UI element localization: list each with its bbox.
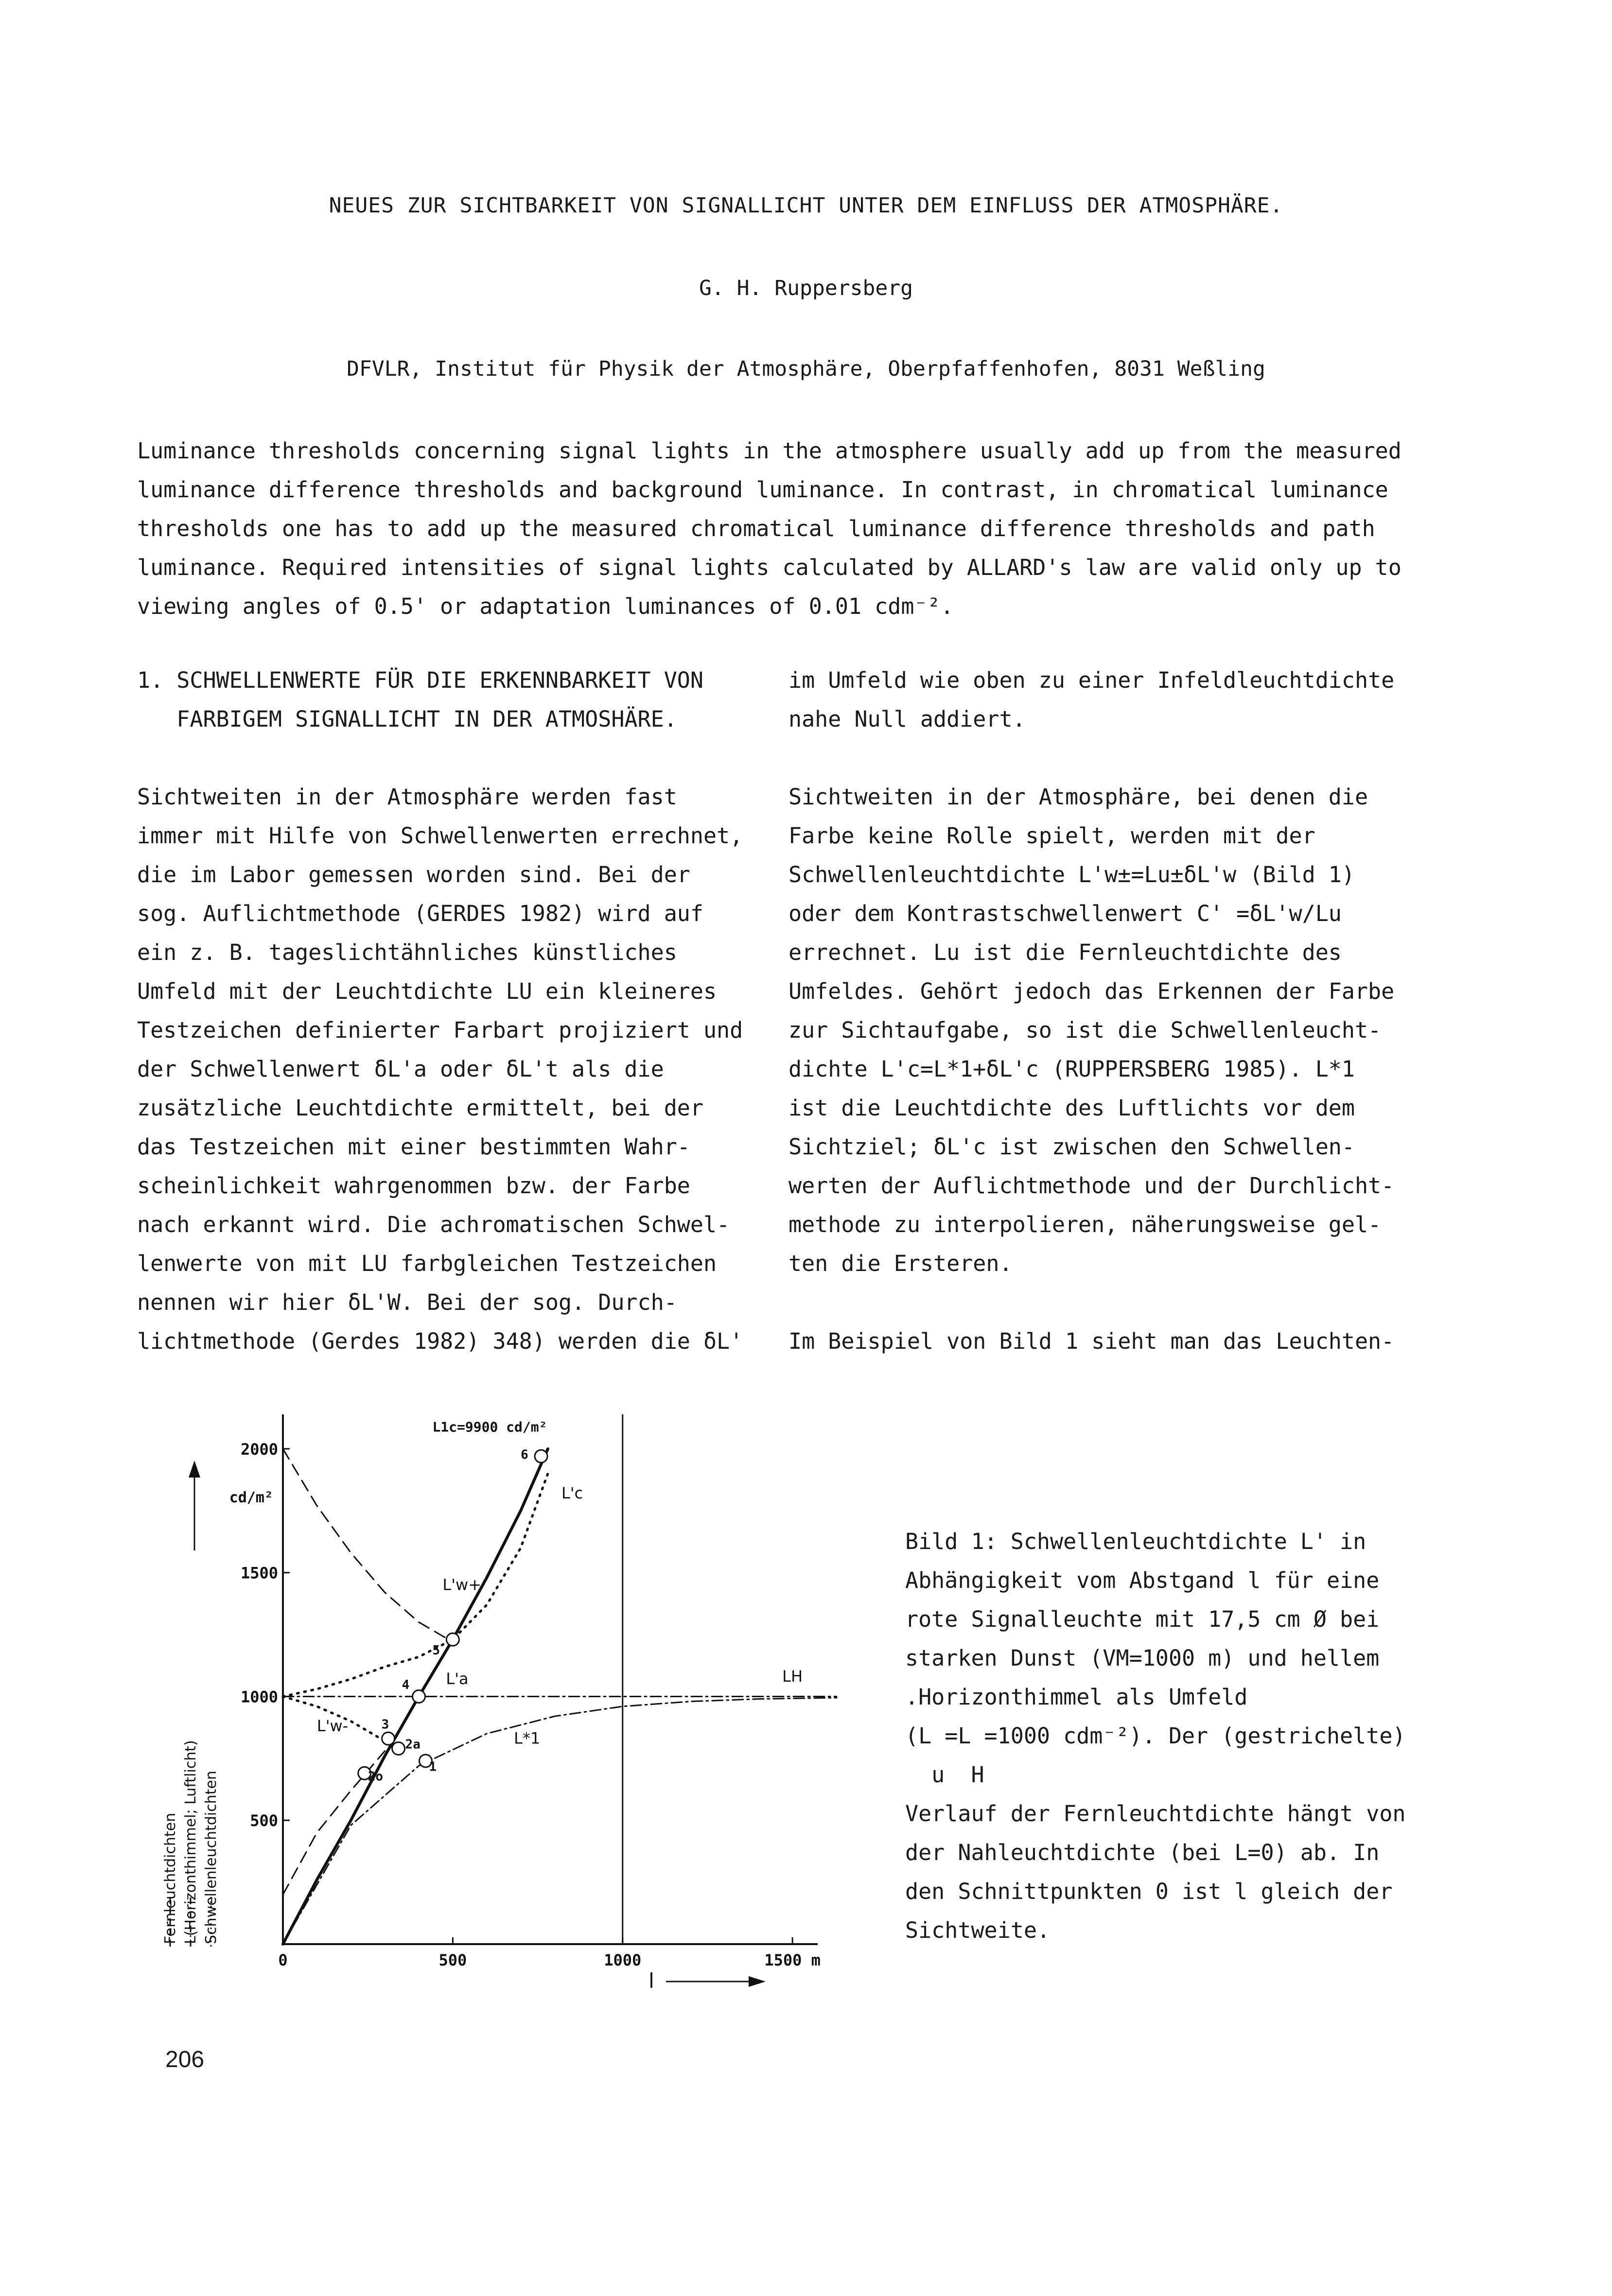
y-legend-fernleuchtdichten: Fernleuchtdichten	[162, 1812, 179, 1944]
affiliation: DFVLR, Institut für Physik der Atmosphäre, Oberpfaffenhofen, 8031 Weßling	[347, 357, 1265, 381]
series-line	[283, 1698, 837, 1944]
x-arrow-head	[749, 1976, 766, 1987]
x-tick-label: 500	[438, 1951, 467, 1969]
body-line: sog. Auflichtmethode (GERDES 1982) wird auf	[137, 901, 703, 926]
section-heading: FARBIGEM SIGNALLICHT IN DER ATMOSHÄRE.	[137, 706, 677, 732]
x-tick-label: 1500 m	[764, 1951, 821, 1969]
caption-line: rote Signalleuchte mit 17,5 cm Ø bei	[905, 1606, 1380, 1632]
body-line: Farbe keine Rolle spielt, werden mit der	[788, 823, 1315, 849]
body-line: ein z. B. tageslichtähnliches künstliches	[137, 939, 677, 965]
author: G. H. Ruppersberg	[699, 276, 913, 300]
body-line: Sichtziel; δL'c ist zwischen den Schwellen-	[788, 1134, 1355, 1160]
caption-line: der Nahleuchtdichte (bei L=0) ab. In	[905, 1840, 1380, 1865]
caption-line: Verlauf der Fernleuchtdichte hängt von	[905, 1801, 1406, 1826]
x-tick-label: 1000	[604, 1951, 642, 1969]
body-line: Testzeichen definierter Farbart projiziert und	[137, 1017, 743, 1043]
point-label: 5	[432, 1643, 440, 1658]
series-line	[283, 1449, 453, 1642]
body-line: errechnet. Lu ist die Fernleuchtdichte des	[788, 939, 1342, 965]
right-column	[788, 661, 1430, 1361]
body-line: das Testzeichen mit einer bestimmten Wahr-	[137, 1134, 690, 1160]
figure-1	[141, 1390, 851, 2017]
abstract-line: luminance difference thresholds and background luminance. In contrast, in chromatical luminance	[137, 477, 1388, 503]
body-line: Umfeldes. Gehört jedoch das Erkennen der Farbe	[788, 978, 1395, 1004]
body-line: Umfeld mit der Leuchtdichte LU ein kleineres	[137, 978, 717, 1004]
y-unit-label: cd/m²	[229, 1489, 273, 1506]
body-line: Sichtweiten in der Atmosphäre, bei denen die	[788, 784, 1368, 810]
body-line: oder dem Kontrastschwellenwert C' =δL'w/Lu	[788, 901, 1342, 926]
curve-label: L'w+	[442, 1575, 482, 1594]
caption-line: Abhängigkeit vom Abstgand l für eine	[905, 1567, 1380, 1593]
body-line: Im Beispiel von Bild 1 sieht man das Leuchten-	[788, 1328, 1395, 1354]
abstract-line: thresholds one has to add up the measured chromatical luminance difference thresholds and path	[137, 516, 1375, 541]
luminance-chart	[141, 1390, 851, 2017]
curve-label: L'c	[561, 1483, 583, 1502]
body-line: zur Sichtaufgabe, so ist die Schwellenleucht-	[788, 1017, 1382, 1043]
curve-label: L*1	[514, 1729, 541, 1748]
abstract-line: luminance. Required intensities of signal lights calculated by ALLARD's law are valid only up to	[137, 555, 1402, 580]
body-line: dichte L'c=L*1+δL'c (RUPPERSBERG 1985). L*1	[788, 1056, 1355, 1082]
caption-line: (L =L =1000 cdm⁻²). Der (gestrichelte)	[905, 1723, 1406, 1749]
figure-caption	[905, 1522, 1406, 1950]
intersection-point	[413, 1690, 425, 1703]
intersection-point	[382, 1732, 395, 1745]
point-label: 4	[402, 1678, 410, 1693]
y-arrow-head	[189, 1461, 200, 1478]
body-line: nach erkannt wird. Die achromatischen Schwel-	[137, 1212, 730, 1237]
body-line: lichtmethode (Gerdes 1982) 348) werden die δL'	[137, 1328, 743, 1354]
body-line: im Umfeld wie oben zu einer Infeldleuchtdichte	[788, 667, 1395, 693]
y-tick-label: 1500	[240, 1564, 278, 1583]
body-line: ist die Leuchtdichte des Luftlichts vor dem	[788, 1095, 1355, 1121]
y-tick-label: 1000	[240, 1687, 278, 1706]
body-line: Schwellenleuchtdichte L'w±=Lu±δL'w (Bild 1)	[788, 862, 1355, 887]
x-axis-label: l	[648, 1969, 654, 1993]
annotation-luminance-9900: L1c=9900 cd/m²	[432, 1419, 547, 1435]
y-legend-horizonthimmel: L(Horizonthimmel; Luftlicht)	[182, 1740, 199, 1944]
y-tick-label: 500	[250, 1811, 278, 1830]
series-line	[283, 1474, 548, 1697]
x-tick-label: 0	[278, 1951, 288, 1969]
body-line: die im Labor gemessen worden sind. Bei der	[137, 862, 690, 887]
body-line: zusätzliche Leuchtdichte ermittelt, bei der	[137, 1095, 703, 1121]
section-heading: 1. SCHWELLENWERTE FÜR DIE ERKENNBARKEIT VON	[137, 667, 703, 693]
paper-title: NEUES ZUR SICHTBARKEIT VON SIGNALLICHT UNTER DEM EINFLUSS DER ATMOSPHÄRE.	[329, 193, 1283, 218]
body-line: scheinlichkeit wahrgenommen bzw. der Farbe	[137, 1173, 690, 1199]
caption-line: Sichtweite.	[905, 1917, 1051, 1943]
abstract	[137, 432, 1469, 626]
intersection-point	[446, 1633, 459, 1646]
point-label: 2a	[405, 1737, 421, 1752]
abstract-line: Luminance thresholds concerning signal lights in the atmosphere usually add up from the measured	[137, 438, 1402, 464]
point-label: 2o	[368, 1769, 383, 1784]
curve-label: LH	[782, 1667, 803, 1686]
body-line: werten der Auflichtmethode und der Durchlicht-	[788, 1173, 1395, 1199]
body-line: Sichtweiten in der Atmosphäre werden fast	[137, 784, 677, 810]
abstract-line: viewing angles of 0.5' or adaptation luminances of 0.01 cdm⁻².	[137, 593, 954, 619]
point-label: 1	[429, 1759, 437, 1774]
curve-label: L'a	[446, 1670, 469, 1688]
y-tick-label: 2000	[240, 1440, 278, 1459]
caption-line: den Schnittpunkten 0 ist l gleich der	[905, 1879, 1393, 1904]
page-number: 206	[165, 2047, 205, 2072]
body-line: nennen wir hier δL'W. Bei der sog. Durch-	[137, 1289, 677, 1315]
curve-label: L'w-	[316, 1716, 349, 1735]
intersection-point	[392, 1742, 405, 1755]
caption-line: Bild 1: Schwellenleuchtdichte L' in	[905, 1529, 1367, 1554]
body-line: nahe Null addiert.	[788, 706, 1026, 732]
left-column	[137, 661, 745, 1361]
body-line: lenwerte von mit LU farbgleichen Testzeichen	[137, 1251, 717, 1276]
caption-line: u H	[905, 1762, 984, 1788]
intersection-point	[535, 1450, 547, 1462]
caption-line: starken Dunst (VM=1000 m) und hellem	[905, 1645, 1380, 1671]
point-label: 6	[521, 1447, 528, 1462]
body-line: der Schwellenwert δL'a oder δL't als die	[137, 1056, 664, 1082]
body-line: ten die Ersteren.	[788, 1251, 1013, 1276]
body-line: methode zu interpolieren, näherungsweise gel-	[788, 1212, 1382, 1237]
y-legend-schwellenleuchtdichten: Schwellenleuchtdichten	[203, 1771, 220, 1944]
body-line: immer mit Hilfe von Schwellenwerten errechnet,	[137, 823, 743, 849]
point-label: 3	[381, 1717, 389, 1732]
caption-line: .Horizonthimmel als Umfeld	[905, 1684, 1248, 1710]
